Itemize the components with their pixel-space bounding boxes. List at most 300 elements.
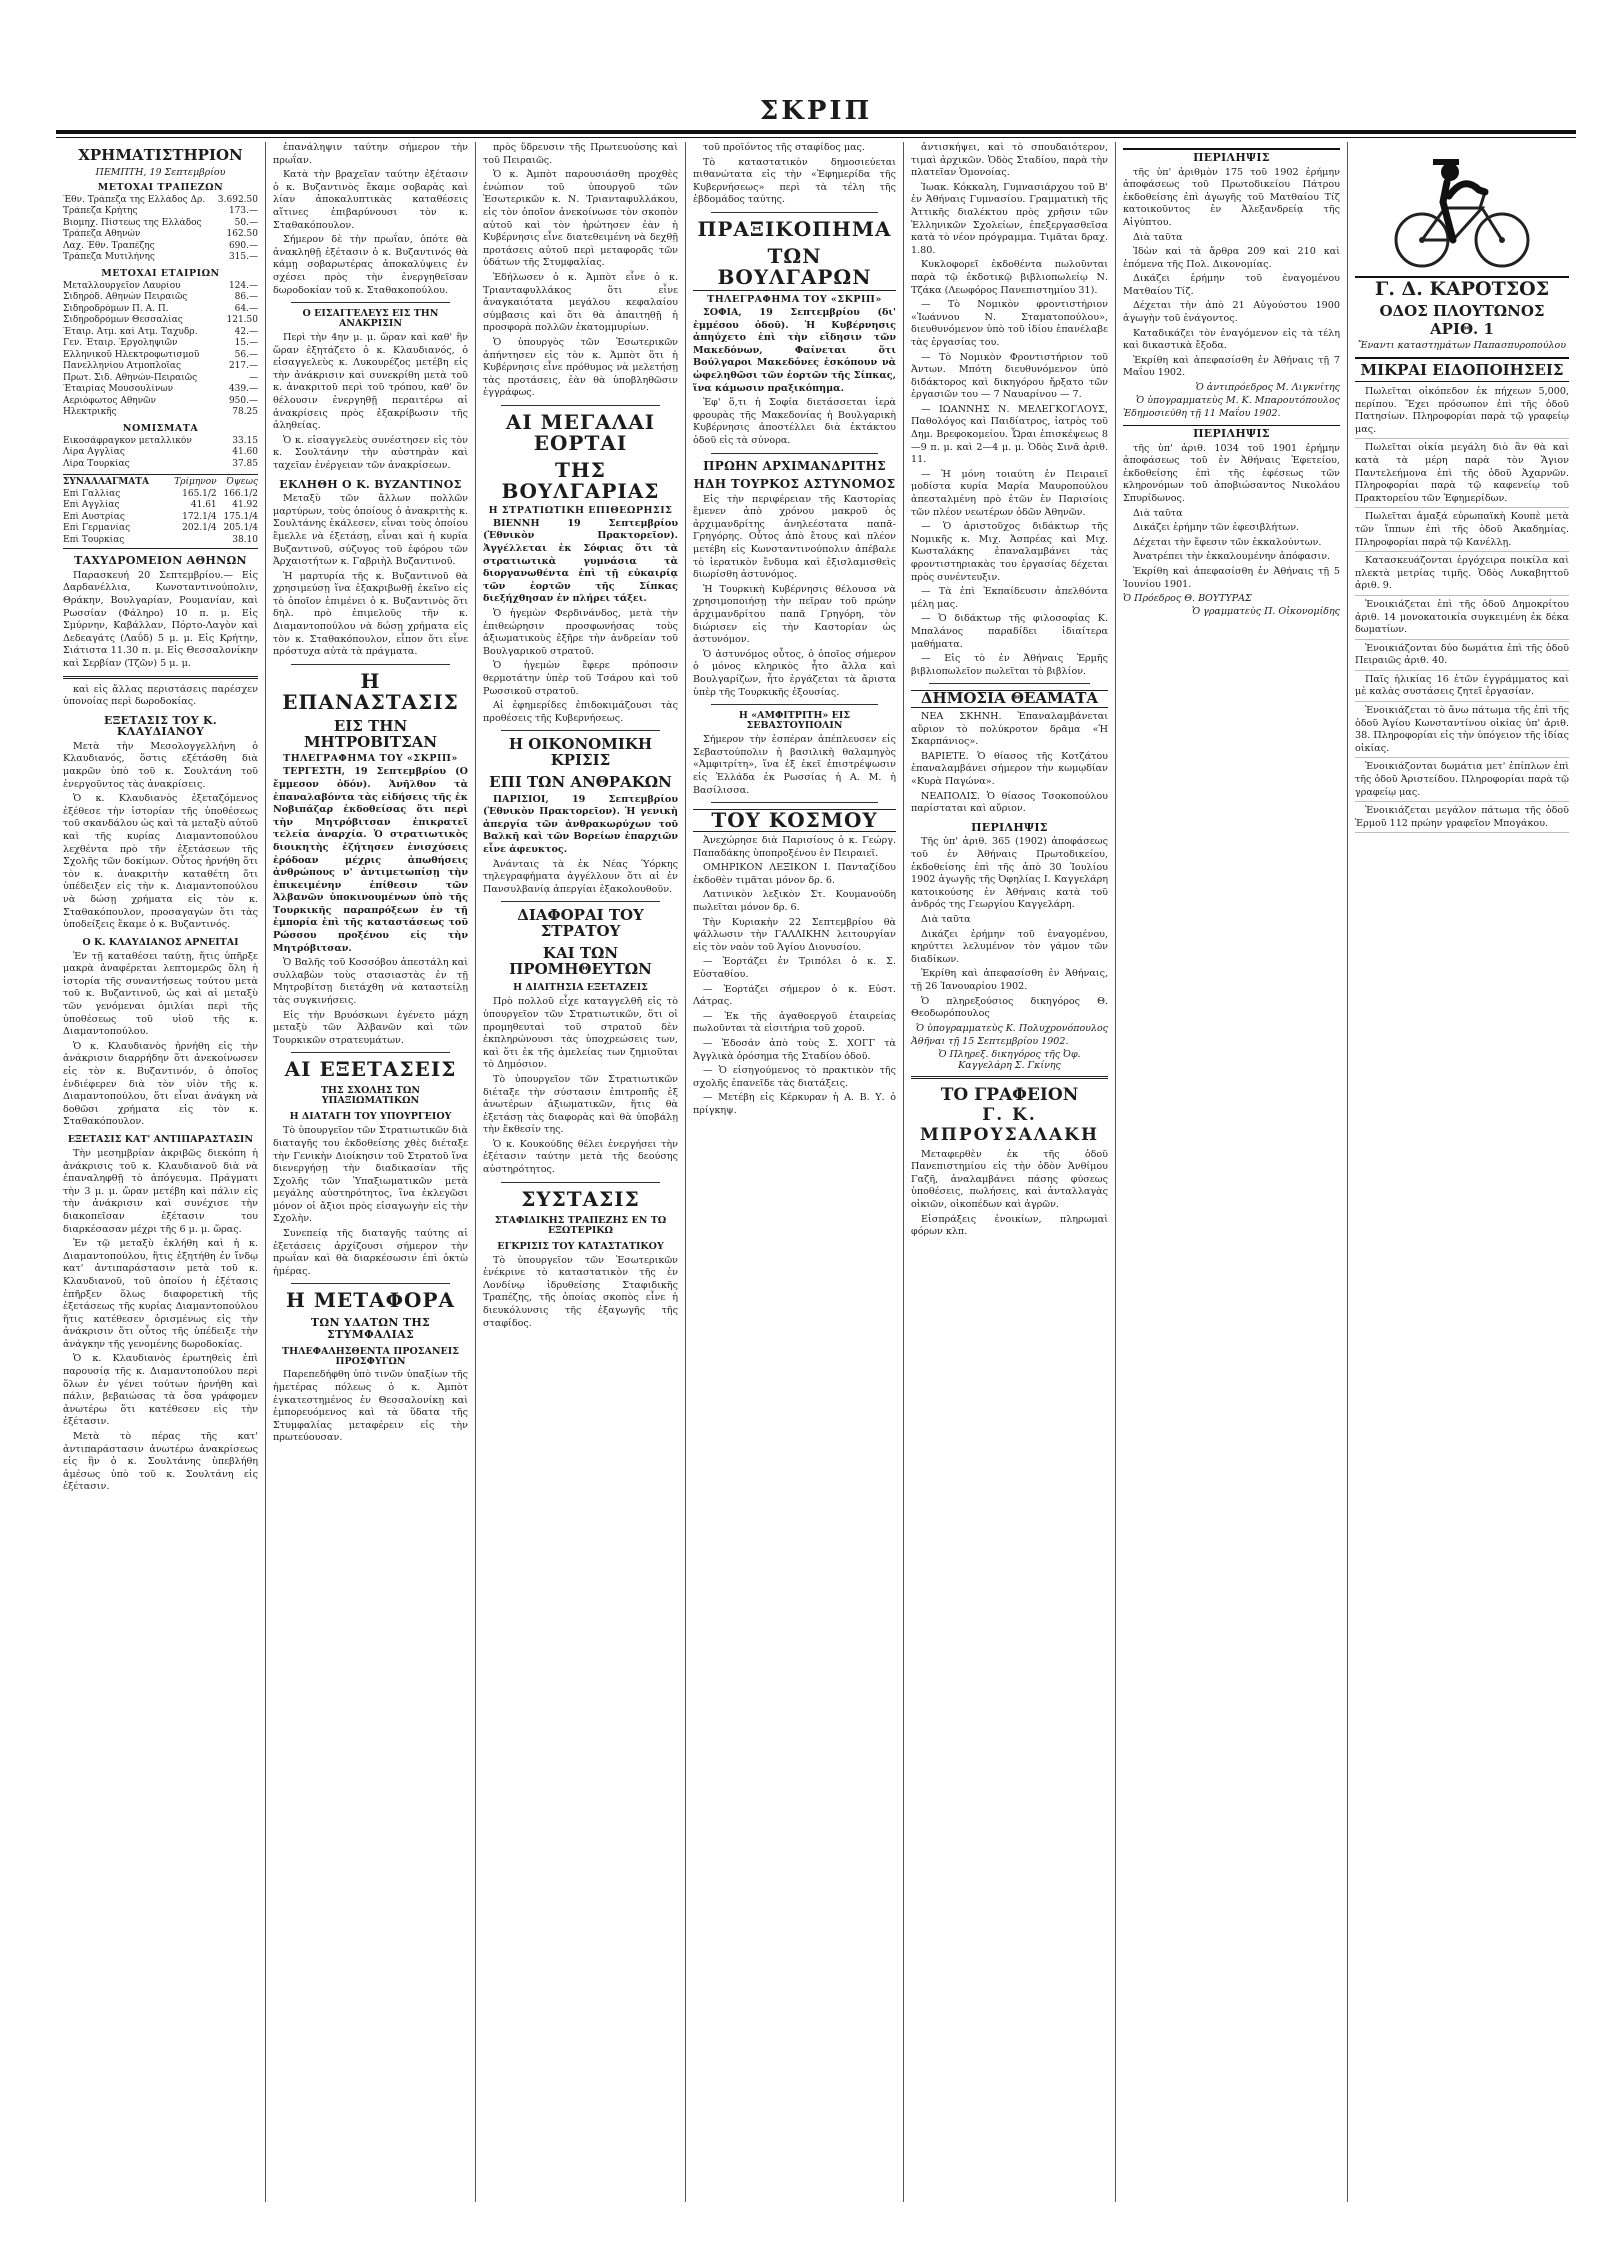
paragraph: Ὁ κ. Κλαυδιανὸς ἠρνήθη εἰς τὴν ἀνάκρισιν διαρρήδην ὅτι ἀνεκοίνωσεν εἰς τὸν κ. Βυζαντινόν, ὁ ὁποῖος ἐνδιέφερεν διὰ τὸν υἱὸν τῆς κ. Διαμαντοπούλου, ὅτι εἶναι ἀνάγκη νὰ δοθῶσι χρήματα εἰς τὸν κ. Σταθακόπουλον. [63,1040,258,1128]
system-text [483,1255,678,1331]
row-label: Βιομηχ. Πίστεως της Ελλάδος [63,217,202,228]
table-row [63,373,258,385]
paragraph: Τὸ ὑπουργεῖον τῶν Ἐσωτερικῶν ἐνέκρινε τὸ καταστατικὸν τῆς ἐν Λονδίνῳ ἱδρυθείσης Σταφιδικῆς Τραπέζης, τῆς ὁποίας σκοπὸς εἶνε ἡ διευκόλυνσις τῆς ἐξαγωγῆς τῆς σταφίδος. [483,1254,678,1329]
paragraph: ΣΟΦΙΑ, 19 Σεπτεμβρίου (δι' ἐμμέσου ὁδοῦ). Ἡ Κυβέρνησις ἀπηύχετο ἐπὶ τὴν εἴδησιν τῶν Μακεδόνων, Φαίνεται ὅτι Βούλγαροι Μακεδόνες ἐσκόπουν νὰ ὠφεληθῶσι τῶν ἑορτῶν τῆς Σίπκας, ἵνα κάμωσιν πραξικόπημα. [693,306,896,394]
water-sub2: ΤΗΛΕΦΑΛΗΣΘΕΝΤΑ ΠΡΟΣΑΝΕΙΣ ΠΡΟΣΦΥΓΩΝ [282,1345,459,1367]
coup-subtitle: ΤΩΝ ΒΟΥΛΓΑΡΩΝ [693,246,896,291]
fx-value: 175.1/4 [223,511,258,522]
paragraph: Ὁ κ. Κουκούδης θέλει ἐνεργήσει τὴν ἐξέτασιν ταύτην μετὰ τῆς δεούσης αὐστηρότητος. [483,1138,678,1176]
notice2-sig2: Ὁ γραμματεὺς Π. Οἰκονομίδης [1191,606,1340,618]
small-ad: Ἐνοικιάζονται δωμάτια μετ' ἐπίπλων ἐπὶ τῆς ὁδοῦ Ἀριστείδου. Πληροφορίαι παρὰ τῷ γραφείῳ μας. [1355,761,1569,802]
prosecutor-title: Ο ΕΙΣΑΓΓΕΛΕΥΣ ΕΙΣ ΤΗΝ ΑΝΑΚΡΙΣΙΝ [302,308,439,330]
water-title: Η ΜΕΤΑΦΟΡΑ [285,1288,456,1313]
companies-table [63,281,258,419]
paragraph: — Μετέβη εἰς Κέρκυραν ἡ Α. Β. Υ. ὁ πρίγκηψ. [693,1092,896,1116]
paragraph: — Ὁ εἰσηγούμενος τὸ πρακτικὸν τῆς σχολῆς ἐπανεῖδε τὰς διατάξεις. [693,1065,896,1089]
paragraph: — Ἐδοσάν ἀπὸ τοὺς Σ. ΧΟΓΓ τὰ Ἀγγλικὰ ὁρόσημα τῆς Σταδίου ὁδοῦ. [693,1038,896,1062]
table-row [63,459,258,471]
paragraph: Συνεπείᾳ τῆς διαταγῆς ταύτης αἱ ἐξετάσεις ἀρχίζουσι σήμερον τὴν πρωΐαν καὶ θὰ διαρκέσωσιν ἐπὶ ὀκτὼ ἡμέρας. [273,1228,468,1277]
table-row [63,252,258,264]
paragraph: Ἐκρίθη καὶ ἀπεφασίσθη ἐν Ἀθήναις, τῇ 26 Ἰανουαρίου 1902. [911,968,1108,992]
army-text [483,996,678,1176]
column-6 [1116,142,1348,2202]
table-row [63,447,258,459]
paragraph: — Ἑορτάζει ἐν Τριπόλει ὁ κ. Σ. Εὐσταθίου. [693,956,896,981]
masthead: ΣΚΡΙΠ [759,96,873,126]
bishop-subtitle: ΗΔΗ ΤΟΥΡΚΟΣ ΑΣΤΥΝΟΜΟΣ [693,477,896,492]
klaud-title: ΕΞΕΤΑΣΙΣ ΤΟΥ Κ. ΚΛΑΥΔΙΑΝΟΥ [103,713,218,739]
paragraph: — ΙΩΑΝΝΗΣ Ν. ΜΕΛΕΓΚΟΓΛΟΥΣ, Παθολόγος καὶ Παιδίατρος, ἰατρὸς τοῦ Δημ. Βρεφοκομείου. Ὧραι ἐπισκέψεως 8—9 π. μ. καὶ 2—4 μ. μ. Ὁδὸς Σινᾶ ἀριθ. 11. [911,403,1108,466]
world-title: ΤΟΥ ΚΟΣΜΟΥ [693,809,896,832]
row-value: 3.692.50 [217,194,258,205]
divider [291,664,450,665]
paragraph: Ἐν τῇ καταθέσει ταύτῃ, ἥτις ὑπῆρξε μακρὰ ἀναφέρεται λεπτομερῶς ὅλη ἡ ἱστορία τῆς συναντήσεως τούτου μετὰ τοῦ κ. Βυζαντινοῦ, ὡς καὶ αἱ μεταξὺ τῶν γενόμεναι ὁμιλίαι περὶ τῆς ὑποθέσεως τοῦ υἱοῦ τῆς κ. Διαμαντοπούλου. [63,950,258,1038]
paragraph: Δικάζει ἐρήμην τῶν ἐφεσιβλήτων. [1133,522,1300,534]
column-7 [1348,142,1576,2202]
fx-table [63,477,258,546]
coins-title: ΝΟΜΙΣΜΑΤΑ [122,422,199,434]
exams-text [273,1125,468,1278]
paragraph: Περὶ τὴν 4ην μ. μ. ὥραν καὶ καθ' ἣν ὥραν ἐξητάζετο ὁ κ. Κλαυδιανός, ὁ εἰσαγγελεὺς κ. Λυκουρέζος μετέβη εἰς τὴν ἀνάκρισιν καὶ συνεκρίθη μετὰ τοῦ κ. ἀνακριτοῦ περὶ τοῦ τρόπου, καθ' ὃν θέλουσιν ἐνεργηθῇ περαιτέρω αἱ ἀνακρίσεις πρὸς ἐξακρίβωσιν τῆς ἀληθείας. [273,332,468,432]
row-value: 439.— [228,384,258,395]
divider [711,453,878,454]
row-value: 37.85 [232,458,258,469]
fx-row [63,512,258,524]
exams-title: ΑΙ ΕΞΕΤΑΣΕΙΣ [284,1057,457,1082]
paragraph: Διὰ ταῦτα [921,913,971,925]
table-row [63,195,258,207]
fx-value: 172.1/4 [182,511,217,522]
divider [929,683,1090,684]
paragraph: Ὁ ἀστυνόμος οὗτος, ὁ ὁποῖος σήμερον ὁ μόνος κληρικὸς ἦτο ἄλλα καὶ Βουλγαρίζων, ἦτο ἐργάζεται τὰ ἄριστα ὑπὲρ τῆς Τουρκικῆς ἐξουσίας. [693,648,896,698]
row-value: 56.— [234,349,258,360]
table-row [63,315,258,327]
fx-value: 41.92 [232,500,258,511]
office-title: ΤΟ ΓΡΑΦΕΙΟΝ [940,1084,1079,1105]
divider [501,730,660,731]
table-row [63,407,258,419]
paragraph: Ἀνάνταις τὰ ἐκ Νέας Ὑόρκης τηλεγραφήματα ἀγγέλλουν ὅτι αἱ ἐν Πανσυλβανίᾳ ἀπεργίαι ἐξακολουθοῦν. [483,858,678,895]
water-text [273,1369,468,1445]
table-row [63,241,258,253]
paragraph: ΝΕΑ ΣΚΗΝΗ. Ἐπαναλαμβάνεται αὔριον τὸ πολύκροτον δρᾶμα «Ἡ Σκαρπάνιος». [911,711,1108,748]
row-value: 162.50 [226,229,258,240]
fx-label: Επὶ Γαλλίας [63,488,121,499]
paragraph: — Ἑορτάζει σήμερον ὁ κ. Εὐστ. Λάτρας. [693,983,896,1008]
paragraph: Διὰ ταῦτα [1133,507,1183,519]
system-sub2: ΕΓΚΡΙΣΙΣ ΤΟΥ ΚΑΤΑΣΤΑΤΙΚΟΥ [497,1240,664,1252]
exchange-date: ΠΕΜΠΤΗ, 19 Σεπτεμβρίου [95,166,226,178]
feasts-subtitle: ΤΗΣ ΒΟΥΛΓΑΡΙΑΣ [501,457,660,503]
table-row [63,361,258,373]
paragraph: — Τὸ Νομικὸν Φροντιστήριον τοῦ Ἀντων. Μπότη διευθυνόμενον ὑπὸ διδάκτορος καὶ δικηγόρου ἤρξατο τῶν ἐργασιῶν του — 7 Ναυαρίνου — 7. [911,351,1108,401]
row-value: — [249,372,258,383]
coal-title: Η ΟΙΚΟΝΟΜΙΚΗ ΚΡΙΣΙΣ [508,735,653,770]
fx-col-a: Τρίμηνον [174,477,217,488]
row-value: 121.50 [226,315,258,326]
notice-text [1123,167,1340,381]
row-label: Λίρα Τουρκίας [63,458,130,469]
fx-row [63,489,258,501]
column-4 [686,142,904,2202]
row-value: 173.— [228,206,258,217]
row-value: 64.— [234,303,258,314]
table-row [63,327,258,339]
row-value: 42.— [234,326,258,337]
paragraph: Ἡ Τουρκικὴ Κυβέρνησις θέλουσα νὰ χρησιμοποιήσῃ τὴν πεῖραν τοῦ πρώην ἀρχιμανδρίτου παπᾶ Γρηγόρη, τὸν διώρισεν εἰς τὴν Καστορίαν ὡς ἀστυνόμον. [693,583,896,646]
summons-text [273,493,468,659]
post-text: Παρασκευή 20 Σεπτεμβρίου.— Εἰς Δαρδανέλλια, Κωνσταντινούπολιν, Θράκην, Βουλγαρίαν, Ρουμανίαν, καὶ Ρωσσίαν (Φάληρο) 10 π. μ. Εἰς Σμύρνην, Καβάλλαν, Πόρτο-Λαγὸν καὶ Δεδεαγάτς (Λαΰδ) 5 μ. μ. Εἰς Κρήτην, Σιάτιστα 11.30 π. μ. Εἰς Θεσσαλονίκην καὶ Σερβίαν (Τζῶν) 5 μ. μ. [63,569,258,669]
row-label: Έθν. Τράπεζα της Ελλάδος Δρ. [63,194,206,205]
paragraph: τοῦ προϊόντος τῆς σταφίδος μας. [703,142,865,153]
office-name: Γ. Κ. ΜΠΡΟΥΣΑΛΑΚΗ [919,1104,1100,1145]
row-label: Αεριόφωτος Αθηνῶν [63,395,156,406]
notice2-sig1: Ὁ Πρόεδρος Θ. ΒΟΥΤΥΡΑΣ [1123,593,1252,605]
theatre-text [911,711,1108,816]
divider [63,676,258,679]
paragraph: Σήμερον τὴν ἑσπέραν ἀπέπλευσεν εἰς Σεβαστούπολιν ἡ βασιλικὴ θαλαμηγὸς «Ἀμφιτρίτη», ἵνα ἐξ ἐκεῖ ἐπιστρέψωσιν εἰς Ἑλλάδα ἐκ Ρωσσίας ἡ Α. Μ. ἡ Βασίλισσα. [693,734,896,796]
post-tail: καὶ εἰς ἄλλας περιστάσεις παρέσχεν ὑπονοίας περὶ δωροδοκίας. [63,683,258,708]
columns [56,142,1576,2202]
paragraph: Τὴν Κυριακὴν 22 Σεπτεμβρίου θὰ ψάλλωσιν τὴν ΓΑΛΛΙΚΗΝ λειτουργίαν εἰς τὸν ναὸν τοῦ Ἁγίου Διονυσίου. [693,916,896,953]
paragraph: Ὁ πληρεξούσιος δικηγόρος Θ. Θεοδωρόπουλος [911,995,1108,1020]
paragraph: πρὸς ὕδρευσιν τῆς Πρωτευούσης καὶ τοῦ Πειραιῶς. [483,142,678,166]
notice1-title: ΠΕΡΙΛΗΨΙΣ [971,820,1048,834]
small-ads-title: ΜΙΚΡΑΙ ΕΙΔΟΠΟΙΗΣΕΙΣ [1355,357,1569,382]
table-row [63,338,258,350]
feasts-title: ΑΙ ΜΕΓΑΛΑΙ ΕΟΡΤΑΙ [505,409,656,455]
system-sub: ΣΤΑΦΙΔΙΚΗΣ ΤΡΑΠΕΖΗΣ ΕΝ ΤΩ ΕΞΩΤΕΡΙΚΩ [494,1214,667,1236]
summons-title: ΕΚΛΗΘΗ Ο Κ. ΒΥΖΑΝΤΙΝΟΣ [279,477,462,491]
divider [501,901,660,902]
paragraph: ΒΙΕΝΝΗ 19 Σεπτεμβρίου (Ἐθνικὸν Πρακτορεῖον). Ἀγγέλλεται ἐκ Σόφιας ὅτι τὰ στρατιωτικὰ γυμνάσια τὰ διοργανωθέντα ἐπὶ τῇ εὐκαιρίᾳ τῶν ἑορτῶν τῆς Σίπκας διεξήχθησαν ἐν πλήρει τάξει. [483,517,678,605]
c5-top-text [911,142,1108,678]
klaud-text [63,741,258,932]
notice-title: ΠΕΡΙΛΗΨΙΣ [1123,148,1340,164]
row-label: Λαχ. Έθν. Τραπέζης [63,240,155,251]
table-row [63,436,258,448]
paragraph: Μεταξὺ τῶν ἄλλων πολλῶν μαρτύρων, τοὺς ὁποίους ὁ ἀνακριτὴς κ. Σουλτάνης ἐκάλεσεν, εἶναι τοὺς ὁποίου ἔμελλε νὰ ἐξετάσῃ, εἶναι καὶ ἡ κυρία Βυζαντινοῦ, σύζυγος τοῦ ἐφόρου τῶν Ἀρχαιοτήτων κ. Γαβριὴλ Βυζαντινοῦ. [273,493,468,568]
row-label: Γεν. Έταιρ. Έργοληψιῶν [63,338,178,349]
divider [501,1182,660,1183]
ad-name: Γ. Δ. ΚΑΡΟΤΣΟΣ [1355,276,1569,300]
row-label: Σιδηροδρόμων Π. Α. Π. [63,303,169,314]
row-label: Τράπεζα Μυτιλήνης [63,252,155,263]
paragraph: Τὸ καταστατικὸν δημοσιεύεται πιθανώτατα εἰς τὴν «Ἐφημερίδα τῆς Κυβερνήσεως» περὶ τὰ τέλη τῆς ἑβδομάδος ταύτης. [693,156,896,206]
companies-title: ΜΕΤΟΧΑΙ ΕΤΑΙΡΙΩΝ [101,267,220,279]
fx-label: Επὶ Αγγλίας [63,500,120,511]
paragraph: Ὁ ἡγεμὼν Φερδινάνδος, μετὰ τὴν ἐπιθεώρησιν προσφωνήσας τοὺς ἀξιωματικοὺς ἐξῆρε τὴν ἀνδρείαν τοῦ Βουλγαρικοῦ στρατοῦ. [483,608,678,657]
row-value: 315.— [228,252,258,263]
paragraph: Μεταφερθὲν ἐκ τῆς ὁδοῦ Πανεπιστημίου εἰς τὴν ὁδὸν Ἀνθίμου Γαζῆ, ἀναλαμβάνει πάσης φύσεως ὑποθέσεις, πωλήσεις, καὶ ἀνταλλαγὰς οἰκιῶν, οἰκοπέδων καὶ ἀγρῶν. [911,1148,1108,1211]
coal-text [483,794,678,897]
paragraph: — Ἐκ τῆς ἀγαθοεργοῦ ἑταιρείας πωλοῦνται τὰ εἰσιτήρια τοῦ χοροῦ. [693,1010,896,1035]
paragraph: Παρεπεδήφθη ὑπὸ τινῶν ὑπαξίων τῆς ἡμετέρας πόλεως ὁ κ. Ἀμπὸτ ἐγκατεστημένος ἐν Θεσσαλονίκῃ καὶ ἐμπορευόμενος καὶ τὰ ὕδατα τῆς Στυμφαλίας μεταφέρειν εἰς τὴν πρωτεύουσαν. [273,1369,468,1444]
divider [711,704,878,705]
paragraph: ΤΕΡΓΕΣΤΗ, 19 Σεπτεμβρίου (Ο ἔμμεσον ὁδόν). Ἀνῆλθον τὰ ἐπαναλαβόντα τὰς εἰδήσεις τῆς ἐκ Νοβιπάζαρ ἐκδοθείσας ὅτι περὶ τὴν Μητρόβιτσαν ἐπικρατεῖ τελεία ἀναρχία. Ὁ στρατιωτικὸς διοικητὴς ἐζήτησεν ἐνισχύσεις ἐρόδοαν μέχρις ἀπωθήσεις ἀνθρώπους ν' ἀντιμετωπίσῃ τὴν ἐπικειμένην ἐπίθεσιν τῶν Ἀλβανῶν ὑποκινουμένων ὑπὸ τῆς Τουρκικῆς παραπρόξεων ἐν τῇ ἐμπορία ἐπὶ τῆς καταστάσεως τοῦ Ρώσσου προξένου εἰς τὴν Μητρόβιτσαν. [273,766,468,954]
row-value: 86.— [234,292,258,303]
paragraph: ἐπανάληψιν ταύτην σήμερον τὴν πρωΐαν. [273,142,468,166]
notice1-date: Ἀθῆναι τῇ 15 Σεπτεμβρίου 1902. [911,1035,1069,1047]
paragraph: Ὁ κ. Ἀμπὸτ παρουσιάσθη προχθὲς ἐνώπιον τοῦ ὑπουργοῦ τῶν Ἐσωτερικῶν κ. Ν. Τριανταφυλλάκου, εἰς τὸν ὁποῖον ἀνεκοίνωσε τὸν σκοπὸν αὐτοῦ καὶ τὸν ἠρώτησεν ἐὰν ἡ Κυβέρνησις εἶνε διατεθειμένη νὰ δεχθῇ προτάσεις αὐτοῦ περὶ μεταφορᾶς τῶν ὑδάτων τῆς Στυμφαλίας. [483,169,678,269]
paragraph: Ἐν τῷ μεταξὺ ἐκλήθη καὶ ἡ κ. Διαμαντοπούλου, ἥτις ἐξητήθη ἐν ἴνδῳ κατ' ἀντιπαράστασιν μετὰ τοῦ κ. Κλαυδιανοῦ, τοῦ ὁποίου ἡ ἐξέτασις ἐπῆρξεν ὅλως διαφορετικὴ τῆς ἐξετάσεως τῆς κυρίας Διαμαντοπούλου ἥτις κατέθεσεν ὁρισμένως εἰς τὴν ἀνάκρισιν ὅτι οὗτος τῆς ὑπέδειξε τὴν ἀνάγκην τῆς γενομένης δωροδοκίας. [63,1238,258,1350]
confront-text [63,1148,258,1494]
table-row [63,350,258,362]
c4-top-text [693,142,896,207]
fx-label: Επὶ Τουρκίας [63,534,125,545]
paragraph: Μετὰ τὴν Μεσολογγελλήνη ὁ Κλαυδιανός, ὅστις εξέτάσθη διὰ μακρῶν ὑπὸ τοῦ κ. Σουλτάνη τοῦ ἐνεργοῦντος τὰς ἀνακρίσεις. [63,740,258,790]
coins-table [63,436,258,471]
army-title: ΔΙΑΦΟΡΑΙ ΤΟΥ ΣΤΡΑΤΟΥ [517,906,644,941]
c3-top-text [483,142,678,400]
amphitrite-title: Η «ΑΜΦΙΤΡΙΤΗ» ΕΙΣ ΣΕΒΑΣΤΟΥΠΟΛΙΝ [738,710,851,732]
column-1 [56,142,266,2202]
paragraph: Δικάζει ἐρήμην τοῦ ἐναγομένου, κηρύττει λελυμένον τὸν γάμον τῶν διαδίκων. [911,928,1108,965]
table-row [63,292,258,304]
confront-title: ΕΞΕΤΑΣΙΣ ΚΑΤ' ΑΝΤΙΠΑΡΑΣΤΑΣΙΝ [67,1134,254,1146]
paragraph: Ἀνατρέπει τὴν ἐκκαλουμένην ἀπόφασιν. [1133,551,1331,563]
paragraph: Καταδικάζει τὸν ἐναγόμενον εἰς τὰ τέλη καὶ δικαστικὰ ἔξοδα. [1123,327,1340,352]
paragraph: Ὁ κ. εἰσαγγελεὺς συνέστησεν εἰς τὸν κ. Σουλτάνην τὴν αὐστηρὰν καὶ ταχεῖαν ἐνέργειαν τῶν ἀνακρίσεων. [273,434,468,471]
row-value: 124.— [228,280,258,291]
coal-subtitle: ΕΠΙ ΤΩΝ ΑΝΘΡΑΚΩΝ [489,772,672,791]
row-value: 50.— [234,217,258,228]
paragraph: Ἀνεχώρησε διὰ Παρισίους ὁ κ. Γεώργ. Παπαδάκης ὑποπροξένου ἐν Πειραιεῖ. [693,835,896,859]
row-label: Έταιρ. Ατμ. καὶ Ατμ. Ταχυδρ. [63,326,198,337]
table-row [63,396,258,408]
c2-top-text [273,142,468,297]
small-ad: Ἐνοικιάζονται δύο δωμάτια ἐπὶ τῆς ὁδοῦ Πειραιῶς ἀριθ. 40. [1355,643,1569,671]
post-title: ΤΑΧΥΔΡΟΜΕΙΟΝ ΑΘΗΝΩΝ [74,554,247,568]
paragraph: Ὁ Βαλῆς τοῦ Κοσσόβου ἀπεστάλη καὶ συλλαβὼν τοὺς στασιαστὰς ἐν τῇ Μητροβίτσῃ διετάχθη νὰ καταστείλῃ τὰς συγκινήσεις. [273,957,468,1007]
small-ad: Κατασκευάζονται ἐργόχειρα ποικίλα καὶ πλεκτὰ μετρίας τιμῆς. Ὁδὸς Λυκαβηττοῦ ἀριθ. 9. [1355,555,1569,596]
row-label: Πανελληνίου Ατμοπλοΐας [63,361,182,372]
row-label: Σιδηροδρόμων Θεσσαλίας [63,315,183,326]
small-ad: Ἐνοικιάζεται μεγάλον πάτωμα τῆς ὁδοῦ Ἑρμοῦ 112 πρώην γραφεῖον Μπογάκου. [1355,805,1569,833]
amphitrite-text [693,734,896,797]
small-ad: Πωλεῖται οἰκία μεγάλη διὸ ἂν θὰ καὶ κατὰ τὰ μέρη παρὰ τὸν Ἅγιον Παντελεήμονα ἐπὶ τῆς ὁδοῦ Ἀχαρνῶν. Πληροφορίαι παρὰ τῷ καφενείῳ τοῦ Πρακτορείου τῶν Ἐφημερίδων. [1355,442,1569,508]
notice2-text [1123,443,1340,592]
revolt-title: Η ΕΠΑΝΑΣΤΑΣΙΣ [282,668,459,714]
row-label: Έταιρίας Μουσουλίνων [63,384,174,395]
fx-label: Επὶ Γερμανίας [63,523,131,534]
theatre-title: ΔΗΜΟΣΙΑ ΘΕΑΜΑΤΑ [911,690,1108,708]
divider [911,1076,1108,1079]
paragraph: Τὸ ὑπουργεῖον τῶν Στρατιωτικῶν διέταξε τὴν σύστασιν ἐπιτροπῆς ἐξ ἀνωτέρων ἀξιωματικῶν, ἥτις θὰ ἐξετάσῃ τὰς διαφορὰς καὶ θὰ ὑποβάλῃ τὴν ἔκθεσίν της. [483,1073,678,1136]
prosecutor-text [273,332,468,473]
small-ad: Πωλεῖται οἰκόπεδον ἐκ πήχεων 5,000, περίπου. Ἔχει πρόσωπον ἐπὶ τῆς ὁδοῦ Πατησίων. Πληροφορίαι παρὰ τῷ γραφείῳ μας. [1355,386,1569,439]
paragraph: τῆς ὑπ' ἀριθμὸν 175 τοῦ 1902 ἐρήμην ἀποφάσεως τοῦ Πρωτοδικείου Πάτρου ἐκδοθείσης ἐπὶ ἀγωγῆς τοῦ Ματθαίου Τίζ κατοικοῦντος ἐν Ἀλεξανδρείᾳ τῆς Αἰγύπτου. [1123,166,1340,228]
paragraph: τῆς ὑπ' ἀριθ. 1034 τοῦ 1901 ἐρήμην ἀποφάσεως τοῦ ἐν Ἀθήναις Ἐφετείου, ἐκδοθείσης ἐπὶ τῆς ἐφέσεως τῶν κληρονόμων τοῦ ἀποβιώσαντος Νικολάου Σπυρίδωνος. [1123,442,1340,504]
office-text [911,1149,1108,1239]
divider [711,212,878,213]
coup-text [693,307,896,448]
small-ad: Ἐνοικιάζεται τὸ ἄνω πάτωμα τῆς ἐπὶ τῆς ὁδοῦ Ἀγίου Κωνσταντίνου οἰκίας ὑπ' ἀριθ. 38. Πληροφορίαι εἰς τὴν ὑπόγειον τῆς ἰδίας οἰκίας. [1355,705,1569,758]
paragraph: Ἐκρίθη καὶ ἀπεφασίσθη ἐν Ἀθήναις τῇ 5 Ἰουνίου 1901. [1123,565,1340,590]
paragraph: ΟΜΗΡΙΚΟΝ ΛΕΞΙΚΟΝ Ι. Πανταζίδου ἐκδοθὲν τιμᾶται μόνον δρ. 6. [693,862,896,886]
paragraph: Τὸ ὑπουργεῖον τῶν Στρατιωτικῶν διὰ διαταγῆς του ἐκδοθείσης χθὲς διέταξε τὴν Γενικὴν Διοίκησιν τοῦ Στρατοῦ ἵνα διενεργήσῃ τὴν διαδικασίαν τῆς Σχολῆς τῶν Ὑπαξιωματικῶν μετὰ μεγάλης αὐστηρότητος, ἵνα ἐκλεγῶσι μόνον οἱ ἄξιοι πρὸς εἰσαγωγὴν εἰς τὴν Σχολὴν. [273,1125,468,1225]
row-label: Μεταλλουργεῖον Λαυρίου [63,280,181,291]
fx-label: Επὶ Αυστρίας [63,511,125,522]
paragraph: — Τὰ ἐπὶ Ἐκπαίδευσιν ἀπελθόντα μέλη μας. [911,586,1108,610]
exams-sub2: Η ΔΙΑΤΑΓΗ ΤΟΥ ΥΠΟΥΡΓΕΙΟΥ [289,1111,452,1123]
paragraph: — Ὁ ἀριστοῦχος διδάκτωρ τῆς Νομικῆς κ. Μιχ. Ἀσπρέας καὶ Μιχ. Κωσταλάκης ἐπαναλαμβάνει τὰς φροντιστηριακὰς του ἐργασίας δέχεται πρὸς συνέντευξιν. [911,521,1108,583]
c7-spacer [1355,142,1569,146]
fx-value: 202.1/4 [182,523,217,534]
paragraph: — Τὸ Νομικὸν φροντιστήριον «Ἰωάννου Ν. Σταματοπούλου», διευθυνόμενον ὑπὸ τοῦ ἰδίου ἐπανέλαβε τὰς ἐργασίας του. [911,299,1108,348]
exchange-title: ΧΡΗΜΑΤΙΣΤΗΡΙΟΝ [78,146,243,164]
paragraph: Κατὰ τὴν βραχεῖαν ταύτην ἐξέτασιν ὁ κ. Βυζαντινὸς ἔκαμε σοβαρὰς καὶ λίαν ἀποκαλυπτικὰς καταθέσεις αἵτινες ἐπιβαρύνουσι τὸν κ. Σταθακόπουλον. [273,169,468,231]
paragraph: Ἐκρίθη καὶ ἀπεφασίσθη ἐν Ἀθήναις τῇ 7 Μαΐου 1902. [1123,354,1340,379]
divider [291,1283,450,1284]
exams-sub: ΤΗΣ ΣΧΟΛΗΣ ΤΩΝ ΥΠΑΞΙΩΜΑΤΙΚΩΝ [320,1085,420,1107]
notice1-sig: Ὁ ὑπογραμματεὺς Κ. Πολυχρονόπουλος [915,1022,1108,1034]
divider [291,302,450,303]
paragraph: — Ἡ μόνη τοιαύτη ἐν Πειραιεῖ μοδίστα κυρία Μαρία Μαυροπούλου ἀπεσταλμένη πρὸ ἐτῶν ἐν Παρισίοις τῶν πλέον νεωτέρων ὁδῶν Ἀθηνῶν. [911,468,1108,518]
table-row [63,304,258,316]
klaud-deny-text [63,951,258,1129]
revolt-telegram: ΤΗΛΕΓΡΑΦΗΜΑ ΤΟΥ «ΣΚΡΙΠ» [283,753,458,765]
water-sub: ΤΩΝ ΥΔΑΤΩΝ ΤΗΣ ΣΤΥΜΦΑΛΙΑΣ [310,1316,431,1341]
paragraph: ἀντισκήψει, καὶ τὸ σπουδαιότερον, τιμαὶ ἀρχικῶν. Ὁδὸς Σταδίου, παρὰ τὴν πλατεῖαν Ὁμονοίας. [911,142,1108,179]
paragraph: Τῆς ὑπ' ἀριθ. 365 (1902) ἀποφάσεως τοῦ ἐν Ἀθήναις Πρωτοδικείου, ἐκδοθείσης ἐπὶ τῆς ἀπὸ 30 Ἰουλίου 1902 ἀγωγῆς τῆς Ὀφηλίας Ι. Καγγελάρη κατοικούσης ἐν Ἀθήναις κατὰ τοῦ ἀνδρός της Γεωργίου Καγγελάρη. [911,836,1108,911]
paragraph: Εἰς τὴν περιφέρειαν τῆς Καστορίας ἔμενεν ἀπὸ χρόνου μακροῦ ὁς ἀρχιμανδρίτης ἀνηλεέστατα παπᾶ-Γρηγόρης. Οὗτος ἀπὸ ἔτους καὶ πλέον μετέβη εἰς Κωνσταντινούπολιν ἀπέβαλε τὸ ἱερατικὸν ἔνδυμα καὶ ἐξισλαμισθεὶς διωρίσθη ἀστυνόμος. [693,493,896,581]
notice2-title: ΠΕΡΙΛΗΨΙΣ [1123,425,1340,440]
paragraph: Τὴν μεσημβρίαν ἀκριβῶς διεκόπη ἡ ἀνάκρισις τοῦ κ. Κλαυδιανοῦ διὰ νὰ ἐπαναληφθῇ τὸ ἀπόγευμα. Πράγματι τὴν 3 μ. μ. ὥραν μετέβη καὶ πάλιν εἰς τὴν ἀνάκρισιν καὶ συνέχισε τὴν διακοπεῖσαν ἐξέτασιν του διαρκέσασαν μέχρι τῆς 6 μ. μ. ὥρας. [63,1147,258,1235]
paragraph: ΠΑΡΙΣΙΟΙ, 19 Σεπτεμβρίου (Ἐθνικὸν Πρακτορεῖον). Ἡ γενικὴ ἀπεργία τῶν ἀνθρακωρύχων τοῦ Βαλκῆ καὶ τῶν Βορείων ἐπαρχιῶν εἶνε ἀφευκτος. [483,793,678,855]
paragraph: Ὁ κ. Κλαυδιανὸς ἐρωτηθεὶς ἐπὶ παρουσίᾳ τῆς κ. Διαμαντοπούλου περὶ ὅλων ἐν γένει τούτων ἠρνήθη καὶ πάλιν, βεβαιώσας τὰ ὅσα γράφομεν ἀνωτέρω ὅτι κατέθεσεν εἰς τὴν ἐξέτασιν. [63,1353,258,1428]
row-label: Εικοσάφραγκον μεταλλικόν [63,435,192,446]
divider [501,405,660,406]
feasts-text [483,518,678,726]
fx-value: 41.61 [190,500,217,511]
row-label: Τράπεζα Αθηνών [63,229,141,240]
paragraph: Ἐφ' ὅ,τι ἡ Σοφία διετάσσεται ἱερὰ φρουρὰς τῆς Μακεδονίας ἡ Βουλγαρικὴ Κυβέρνησις ἀποστέλλει διὰ ἐκτάκτου ὁδοῦ εἰς τὰ σύνορα. [693,397,896,446]
fx-row [63,500,258,512]
system-title: ΣΥΣΤΑΣΙΣ [521,1186,640,1211]
paragraph: Αἱ ἐφημερίδες ἐπιδοκιμάζουσι τὰς προθέσεις τῆς Κυβερνήσεως. [483,700,678,724]
row-value: 78.25 [232,407,258,418]
notice-sig2: Ὁ ὑπογραμματεὺς Μ. Κ. Μπαρουτόπουλος [1136,395,1340,407]
paragraph: Κυκλοφορεῖ ἐκδοθέντα πωλοῦνται παρὰ τῷ ἐκδοτικῷ βιβλιοπωλείῳ Ν. Τζάκα (Λεωφόρος Πανεπιστημίου 31). [911,259,1108,296]
row-label: Ελληνικοῦ Ηλεκτροφωτισμοῦ [63,349,200,360]
row-label: Λίρα Αγγλίας [63,447,125,458]
paragraph: ΝΕΑΠΟΛΙΣ. Ὁ θίασος Τσοκοπούλου παρίσταται καὶ αὔριον. [911,790,1108,815]
paragraph: Δέχεται τὴν ἔφεσιν τῶν ἐκκαλούντων. [1133,536,1322,548]
row-value: 33.15 [232,435,258,446]
row-label: Ηλεκτρικῆς [63,407,117,418]
fx-title: ΣΥΝΑΛΛΑΓΜΑΤΑ [63,477,149,488]
paragraph: Εἰσπράξεις ἐνοικίων, πληρωμαὶ φόρων κλπ. [911,1213,1108,1238]
row-label: Σιδηρόδ. Αθηνών Πειραιῶς [63,292,188,303]
notice1-text [911,836,1108,1020]
paragraph: Δέχεται τὴν ἀπὸ 21 Αὐγούστου 1900 ἀγωγὴν τοῦ ἐνάγοντος. [1123,300,1340,325]
paragraph: Πρὸ πολλοῦ εἶχε καταγγελθῆ εἰς τὸ ὑπουργεῖον τῶν Στρατιωτικῶν, ὅτι οἱ προμηθευταὶ τοῦ στρατοῦ δὲν ἐκπληρώνουσι τὰς ὑποχρεώσεις των, καὶ ὅτι ἐκ τῆς ἀμελείας των ζημιοῦται τὸ Δημόσιον. [483,996,678,1071]
banks-title: ΜΕΤΟΧΑΙ ΤΡΑΠΕΖΩΝ [97,181,224,193]
army-sub: Η ΔΙΑΙΤΗΣΙΑ ΕΞΕΤΑΖΕΙΣ [513,982,648,994]
table-row [63,206,258,218]
row-value: 690.— [228,240,258,251]
paragraph: Εἰς τὴν Βρυόσκωνι ἐγένετο μάχη μεταξὺ τῶν Ἀλβανῶν καὶ τῶν Τουρκικῶν στρατευμάτων. [273,1009,468,1046]
paragraph: Ὁ κ. Κλαυδιανὸς ἐξεταζόμενος ἐξέθεσε τὴν ἱστορίαν τῆς ὑποθέσεως τοῦ σκανδάλου ὡς καὶ τὰ μεταξὺ αὐτοῦ καὶ τῆς κυρίας Διαμαντοπούλου λεχθέντα πρὸ τῆν ἐξετάσεων τῆς Σχολῆς τῶν δοκίμων. Οὗτος ἠρνήθη ὅτι τὸν κ. ἀνακριτὴν καταθέτη ὅτι ὑπέδειξεν εἰς τὴν κ. Διαμαντοπούλου νὰ δώσῃ χρήματα εἰς τὸν κ. Σταθακόπουλον, προσαγαγὼν ὅτι τὰς ὑποδείξεις ἔκαμε ὁ κ. Βυζαντινός. [63,793,258,931]
paragraph: Ἰδὼν καὶ τὰ ἄρθρα 209 καὶ 210 καὶ ἑπόμενα τῆς Πολ. Δικονομίας. [1123,246,1340,270]
column-2 [266,142,476,2202]
paragraph: Ἐδήλωσεν ὁ κ. Ἀμπὸτ εἶνε ὁ κ. Τριανταφυλλάκος ὅτι εἶνε ἀναγκαιότατα μεγάλου κεφαλαίου σύμβασις καὶ ὅτι θὰ ἀπαιτηθῇ ἡ προσφορὰ πολλῶν ἐκατομμυρίων. [483,271,678,334]
fx-block [63,474,258,549]
paragraph: Σήμερον δὲ τὴν πρωΐαν, ὁπότε θὰ ἀνακληθῇ ἐξέτασιν ὁ κ. Βυζαντινός θὰ κάμῃ σοβαρωτέρας ἀποκαλύψεις ἐν σχέσει πρὸς τὴν ἐνεργηθεῖσαν δωροδοκίαν τοῦ κ. Σταθακοπούλου. [273,234,468,296]
coup-title: ΠΡΑΞΙΚΟΠΗΜΑ [697,216,892,241]
small-ad: Παῖς ἡλικίας 16 ἐτῶν ἐγγράμματος καὶ μὲ καλὰς συστάσεις ζητεῖ ἐργασίαν. [1355,674,1569,702]
fx-value: 38.10 [232,534,258,545]
notice-date: Ἐδημοσιεύθη τῇ 11 Μαΐου 1902. [1123,408,1281,420]
small-ads-list [1355,386,1569,833]
feasts-sub: Η ΣΤΡΑΤΙΩΤΙΚΗ ΕΠΙΘΕΩΡΗΣΙΣ [488,504,673,516]
row-label: Πρωτ. Σιδ. Αθηνών-Πειραιῶς [63,372,198,383]
table-row [63,218,258,230]
world-text [693,835,896,1117]
row-value: 15.— [234,338,258,349]
revolt-subtitle: ΕΙΣ ΤΗΝ ΜΗΤΡΟΒΙΤΣΑΝ [303,716,438,751]
notice-sig1: Ὁ ἀντιπρόεδρος Μ. Λιγκνίτης [1195,382,1340,394]
klaud-deny-title: Ο Κ. ΚΛΑΥΔΙΑΝΟΣ ΑΡΝΕΙΤΑΙ [82,936,239,948]
divider [711,802,878,803]
ad-subtitle: Ἔναντι καταστημάτων Παπασπυροπούλου [1357,340,1567,351]
ad-address: ΟΔΟΣ ΠΛΟΥΤΩΝΟΣ ΑΡΙΘ. 1 [1379,302,1545,338]
notice1-sig2: Ὁ Πληρεξ. δικηγόρος τῆς Ὀφ. Καγγελάρη Σ. Γκίνης [938,1048,1081,1071]
fx-value: 205.1/4 [223,523,258,534]
paragraph: Δικάζει ἐρήμην τοῦ ἐναγομένου Ματθαίου Τίζ. [1123,273,1340,297]
paragraph: Λατινικὸν λεξικὸν Στ. Κουμανούδη πωλεῖται μόνον δρ. 6. [693,889,896,914]
bicycle-illustration [1387,152,1537,272]
paragraph: Ὁ ἡγεμὼν ἔφερε πρόποσιν θερμοτάτην ὑπὲρ τοῦ Τσάρου καὶ τοῦ Ρωσσικοῦ στρατοῦ. [483,660,678,697]
coup-telegram: ΤΗΛΕΓΡΑΦΗΜΑ ΤΟΥ «ΣΚΡΙΠ» [707,293,882,305]
divider [291,1052,450,1053]
paragraph: — Εἰς τὸ ἐν Ἀθήναις Ἐρμῆς βιβλιοπωλεῖον πωλεῖται τὸ βιβλίον. [911,653,1108,677]
table-row [63,229,258,241]
paragraph: Ὁ ὑπουργὸς τῶν Ἐσωτερικῶν ἀπήντησεν εἰς τὸν κ. Ἀμπὸτ ὅτι ἡ Κυβέρνησις εἶνε πρόθυμος νὰ μελετήσῃ τὰς προτάσεις, ἐὰν θὰ ὑποβληθῶσιν ἐγγράφως. [483,336,678,399]
table-row [63,384,258,396]
row-value: 950.— [228,395,258,406]
fx-col-b: Όψεως [226,477,258,488]
paragraph: Ἡ μαρτυρία τῆς κ. Βυζαντινοῦ θὰ χρησιμεύσῃ ἵνα ἐξακριβωθῇ ἐκεῖνο εἰς τὸ ὁποῖον ἐπιμένει ὁ κ. Βυζαντινὸς ὅτι δηλ. πρὸ ἐπιμελοῦς τῆν κ. Διαμαντοπούλου νὰ δώσῃ χρήματα εἰς τὸν κ. Σταθακόπουλον, εἶπον ὅτι εἶνε πρόστυχα αὐτὰ τὰ πράγματα. [273,570,468,658]
row-value: 41.60 [232,447,258,458]
paragraph: Μετὰ τὸ πέρας τῆς κατ' ἀντιπαράστασιν ἀνωτέρω ἀνακρίσεως εἰς ἣν ὁ κ. Σουλτάνης ὑπεβλήθη ἀμέσως ὑπὸ τοῦ κ. Σουλτάνη εἰς ἐξέτασιν. [63,1431,258,1493]
table-row [63,281,258,293]
paragraph: ΒΑΡΙΕΤΕ. Ὁ θίασος τῆς Κοτζάτου ἐπαναλαμβάνει σήμερον τὴν κωμῳδίαν «Κυρὰ Παγώνα». [911,750,1108,788]
bishop-text [693,494,896,700]
bishop-title: ΠΡΩΗΝ ΑΡΧΙΜΑΝΔΡΙΤΗΣ [703,458,886,473]
army-subtitle: ΚΑΙ ΤΩΝ ΠΡΟΜΗΘΕΥΤΩΝ [509,943,652,978]
small-ad: Πωλεῖται ἁμαξά εὐρωπαϊκὴ Κουπὲ μετὰ τῶν ἵππων ἐπὶ τῆς ὁδοῦ Ἀκαδημίας. Πληροφορίαι παρὰ τῷ Κανέλλῃ. [1355,511,1569,552]
fx-row [63,523,258,535]
paragraph: Διὰ ταῦτα [1133,231,1183,243]
row-value: 217.— [228,361,258,372]
banks-table [63,195,258,264]
paragraph: Ἰωακ. Κόκκαλη, Γυμνασιάρχου τοῦ Β' ἐν Ἀθήναις Γυμνασίου. Γραμματικὴ τῆς Ἀττικῆς διαλέκτου πρὸς χρῆσιν τῶν Ἑλληνικῶν Σχολείων, ἐπεξεργασθεῖσα κατὰ τὸ νέον πρόγραμμα. Τιμᾶται δραχ. 1.80. [911,181,1108,256]
column-3 [476,142,686,2202]
column-5 [904,142,1116,2202]
revolt-text [273,766,468,1047]
masthead-rule-thin [56,137,1576,138]
small-ad: Ἐνοικιάζεται ἐπὶ τῆς ὁδοῦ Δημοκρίτου ἀριθ. 14 μονοκατοικία συγκειμένη ἐκ δέκα δωματίων. [1355,599,1569,640]
fx-value: 166.1/2 [223,488,258,499]
fx-value [166,535,217,547]
masthead-rule [56,130,1576,134]
fx-row [63,535,258,547]
paragraph: — Ὁ διδάκτωρ τῆς φιλοσοφίας Κ. Μπαλάνος παραδίδει ἰδιαίτερα μαθήματα. [911,613,1108,650]
row-label: Τράπεζα Κρήτης [63,206,138,217]
fx-value: 165.1/2 [182,488,217,499]
